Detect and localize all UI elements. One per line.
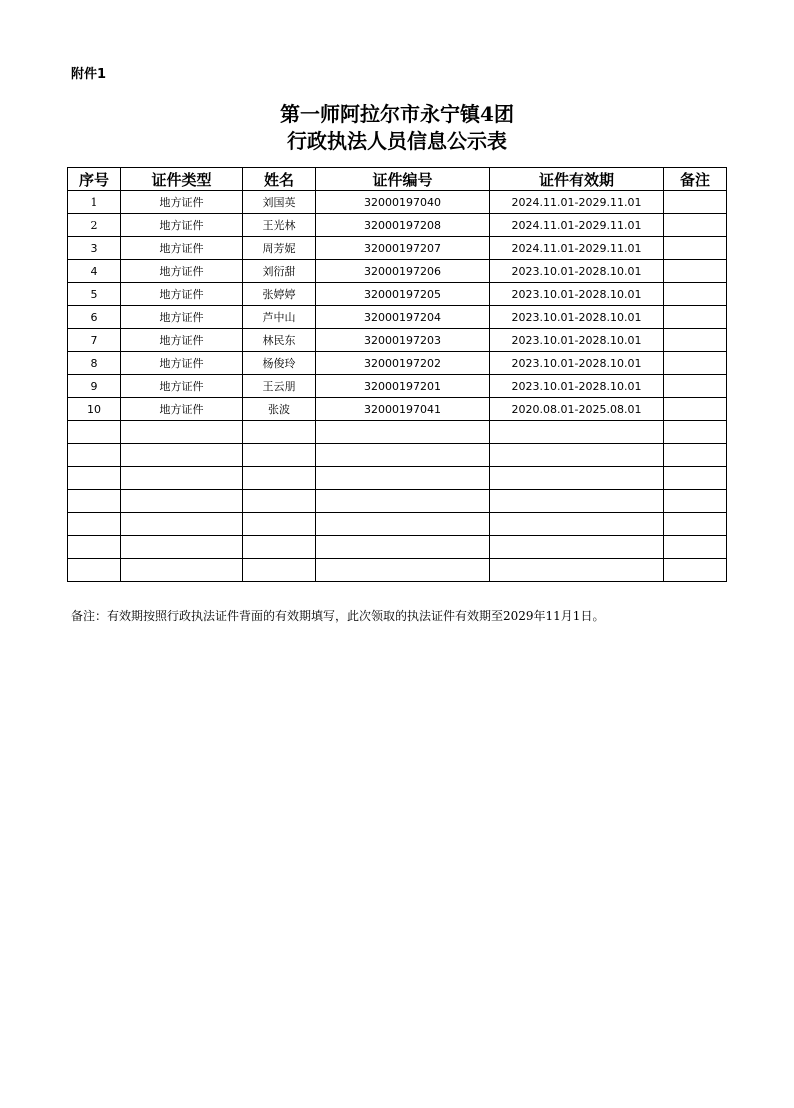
row-cert-type: 地方证件 bbox=[121, 237, 243, 260]
row-validity: 2024.11.01-2029.11.01 bbox=[490, 214, 664, 237]
row-seq: 7 bbox=[68, 329, 121, 352]
empty-cell bbox=[68, 536, 121, 559]
row-validity: 2023.10.01-2028.10.01 bbox=[490, 306, 664, 329]
table-row bbox=[68, 191, 727, 214]
empty-table-row bbox=[68, 559, 727, 582]
empty-table-row bbox=[68, 421, 727, 444]
row-cert-type: 地方证件 bbox=[121, 191, 243, 214]
row-cert-number: 32000197202 bbox=[316, 352, 490, 375]
empty-cell bbox=[243, 513, 316, 536]
empty-cell bbox=[316, 490, 490, 513]
row-validity: 2020.08.01-2025.08.01 bbox=[490, 398, 664, 421]
empty-cell bbox=[68, 513, 121, 536]
empty-cell bbox=[316, 559, 490, 582]
row-cert-number: 32000197040 bbox=[316, 191, 490, 214]
row-remark bbox=[664, 398, 727, 421]
row-validity: 2023.10.01-2028.10.01 bbox=[490, 375, 664, 398]
header-cert-number: 证件编号 bbox=[316, 168, 490, 191]
empty-cell bbox=[243, 421, 316, 444]
row-remark bbox=[664, 306, 727, 329]
empty-cell bbox=[68, 421, 121, 444]
row-seq: 2 bbox=[68, 214, 121, 237]
empty-cell bbox=[664, 513, 727, 536]
empty-cell bbox=[243, 467, 316, 490]
row-seq: 9 bbox=[68, 375, 121, 398]
table-row bbox=[68, 352, 727, 375]
empty-cell bbox=[316, 444, 490, 467]
empty-cell bbox=[68, 559, 121, 582]
row-cert-number: 32000197204 bbox=[316, 306, 490, 329]
empty-cell bbox=[490, 421, 664, 444]
empty-table-row bbox=[68, 444, 727, 467]
row-name: 芦中山 bbox=[243, 306, 316, 329]
row-remark bbox=[664, 214, 727, 237]
row-validity: 2023.10.01-2028.10.01 bbox=[490, 329, 664, 352]
row-validity: 2023.10.01-2028.10.01 bbox=[490, 283, 664, 306]
row-cert-number: 32000197208 bbox=[316, 214, 490, 237]
row-cert-type: 地方证件 bbox=[121, 283, 243, 306]
row-seq: 6 bbox=[68, 306, 121, 329]
row-name: 王云朋 bbox=[243, 375, 316, 398]
empty-cell bbox=[664, 467, 727, 490]
row-cert-number: 32000197203 bbox=[316, 329, 490, 352]
attachment-label: 附件1 bbox=[71, 67, 107, 82]
empty-table-row bbox=[68, 490, 727, 513]
empty-cell bbox=[121, 559, 243, 582]
row-seq: 1 bbox=[68, 191, 121, 214]
header-seq: 序号 bbox=[68, 168, 121, 191]
empty-cell bbox=[664, 421, 727, 444]
empty-cell bbox=[664, 490, 727, 513]
row-name: 林民东 bbox=[243, 329, 316, 352]
footnote: 备注：有效期按照行政执法证件背面的有效期填写，此次领取的执法证件有效期至2029年11月1日。 bbox=[71, 609, 605, 623]
row-cert-number: 32000197205 bbox=[316, 283, 490, 306]
empty-cell bbox=[490, 559, 664, 582]
personnel-table bbox=[67, 167, 727, 582]
row-cert-type: 地方证件 bbox=[121, 375, 243, 398]
empty-cell bbox=[68, 467, 121, 490]
empty-cell bbox=[121, 421, 243, 444]
row-cert-number: 32000197206 bbox=[316, 260, 490, 283]
row-seq: 5 bbox=[68, 283, 121, 306]
row-cert-type: 地方证件 bbox=[121, 329, 243, 352]
row-name: 周芳妮 bbox=[243, 237, 316, 260]
header-cert-type: 证件类型 bbox=[121, 168, 243, 191]
row-cert-type: 地方证件 bbox=[121, 260, 243, 283]
empty-cell bbox=[68, 490, 121, 513]
row-seq: 8 bbox=[68, 352, 121, 375]
row-remark bbox=[664, 329, 727, 352]
row-remark bbox=[664, 283, 727, 306]
document-title-line1: 第一师阿拉尔市永宁镇4团 bbox=[280, 102, 514, 126]
table-row bbox=[68, 329, 727, 352]
header-remark: 备注 bbox=[664, 168, 727, 191]
empty-cell bbox=[121, 513, 243, 536]
table-row bbox=[68, 283, 727, 306]
row-cert-number: 32000197201 bbox=[316, 375, 490, 398]
table-row bbox=[68, 237, 727, 260]
empty-cell bbox=[664, 559, 727, 582]
empty-cell bbox=[243, 444, 316, 467]
empty-cell bbox=[243, 536, 316, 559]
row-remark bbox=[664, 375, 727, 398]
table-header-row bbox=[68, 168, 727, 191]
empty-cell bbox=[664, 536, 727, 559]
row-cert-type: 地方证件 bbox=[121, 352, 243, 375]
row-validity: 2024.11.01-2029.11.01 bbox=[490, 191, 664, 214]
row-seq: 10 bbox=[68, 398, 121, 421]
empty-cell bbox=[316, 421, 490, 444]
header-validity: 证件有效期 bbox=[490, 168, 664, 191]
row-name: 杨俊玲 bbox=[243, 352, 316, 375]
document-title-line2: 行政执法人员信息公示表 bbox=[287, 129, 507, 153]
row-cert-type: 地方证件 bbox=[121, 214, 243, 237]
row-name: 张婷婷 bbox=[243, 283, 316, 306]
empty-cell bbox=[316, 513, 490, 536]
row-name: 刘衍甜 bbox=[243, 260, 316, 283]
empty-table-row bbox=[68, 536, 727, 559]
empty-cell bbox=[490, 467, 664, 490]
table-row bbox=[68, 398, 727, 421]
empty-cell bbox=[121, 536, 243, 559]
empty-cell bbox=[316, 467, 490, 490]
empty-cell bbox=[490, 444, 664, 467]
empty-cell bbox=[664, 444, 727, 467]
header-name: 姓名 bbox=[243, 168, 316, 191]
row-remark bbox=[664, 237, 727, 260]
empty-cell bbox=[243, 559, 316, 582]
row-cert-type: 地方证件 bbox=[121, 398, 243, 421]
row-cert-type: 地方证件 bbox=[121, 306, 243, 329]
table-row bbox=[68, 260, 727, 283]
empty-cell bbox=[490, 513, 664, 536]
empty-table-row bbox=[68, 513, 727, 536]
table-row bbox=[68, 214, 727, 237]
row-remark bbox=[664, 191, 727, 214]
row-validity: 2023.10.01-2028.10.01 bbox=[490, 260, 664, 283]
empty-cell bbox=[68, 444, 121, 467]
row-cert-number: 32000197041 bbox=[316, 398, 490, 421]
row-remark bbox=[664, 352, 727, 375]
row-remark bbox=[664, 260, 727, 283]
empty-cell bbox=[121, 490, 243, 513]
row-cert-number: 32000197207 bbox=[316, 237, 490, 260]
empty-cell bbox=[490, 490, 664, 513]
row-name: 张波 bbox=[243, 398, 316, 421]
empty-cell bbox=[121, 467, 243, 490]
empty-table-row bbox=[68, 467, 727, 490]
row-name: 王光林 bbox=[243, 214, 316, 237]
empty-cell bbox=[243, 490, 316, 513]
empty-cell bbox=[316, 536, 490, 559]
empty-cell bbox=[121, 444, 243, 467]
row-validity: 2024.11.01-2029.11.01 bbox=[490, 237, 664, 260]
empty-cell bbox=[490, 536, 664, 559]
row-seq: 3 bbox=[68, 237, 121, 260]
row-seq: 4 bbox=[68, 260, 121, 283]
table-row bbox=[68, 306, 727, 329]
table-row bbox=[68, 375, 727, 398]
row-name: 刘国英 bbox=[243, 191, 316, 214]
row-validity: 2023.10.01-2028.10.01 bbox=[490, 352, 664, 375]
